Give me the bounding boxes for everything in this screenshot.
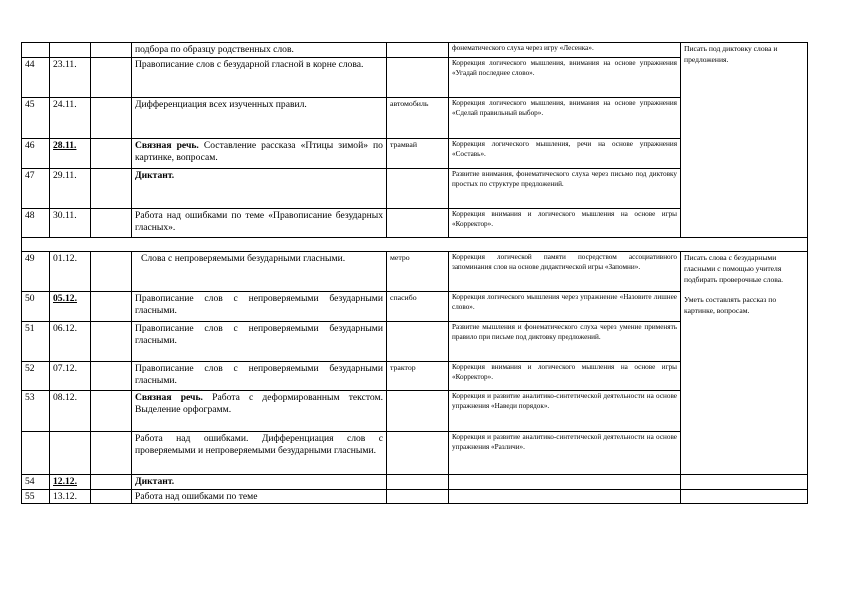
- lesson-date: [50, 43, 91, 58]
- section-divider: [22, 238, 808, 252]
- lesson-plan-table: [21, 42, 808, 504]
- correction-work: Коррекция логической памяти посредством ассоциативного запоминания слов на основе дидактической игры «Запомни».: [449, 252, 681, 292]
- topic-bold-label: Связная речь.: [135, 140, 199, 151]
- table-row: [22, 475, 808, 490]
- lesson-topic: Работа над ошибками по теме «Правописание безударных гласных».: [132, 209, 387, 238]
- topic-bold-label: Диктант.: [135, 476, 175, 487]
- lesson-topic: Правописание слов с непроверяемыми безударными гласными.: [132, 362, 387, 391]
- table-row: [22, 489, 808, 504]
- empty-cell: [681, 475, 808, 490]
- vocabulary-word: [387, 209, 449, 238]
- correction-work: Коррекция внимания и логического мышления на основе игры «Корректор».: [449, 362, 681, 391]
- correction-work: Коррекция логического мышления, внимания на основе упражнения «Сделай правильный выбор».: [449, 98, 681, 139]
- correction-work: Коррекция внимания и логического мышления на основе игры «Корректор».: [449, 209, 681, 238]
- lesson-date: 29.11.: [50, 169, 91, 209]
- lesson-topic: Работа над ошибками. Дифференциация слов с проверяемыми и непроверяемыми безударными гласными.: [132, 432, 387, 475]
- lesson-number: 54: [22, 475, 50, 490]
- vocabulary-word: метро: [387, 252, 449, 292]
- section-gap: [22, 238, 808, 252]
- lesson-date: 06.12.: [50, 322, 91, 362]
- empty-cell: [91, 391, 132, 432]
- lesson-number: 50: [22, 292, 50, 322]
- lesson-number: [22, 43, 50, 58]
- lesson-date: [50, 432, 91, 475]
- empty-cell: [91, 489, 132, 504]
- lesson-topic: Правописание слов с непроверяемыми безударными гласными.: [132, 292, 387, 322]
- empty-cell: [91, 98, 132, 139]
- empty-cell: [91, 139, 132, 169]
- lesson-number: 53: [22, 391, 50, 432]
- lesson-topic: [132, 391, 387, 432]
- result-text-1: Писать слова с безударными гласными с помощью учителя подбирать проверочные слова.: [684, 253, 784, 284]
- correction-work: [449, 489, 681, 504]
- lesson-topic: Правописание слов с непроверяемыми безударными гласными.: [132, 322, 387, 362]
- lesson-number: [22, 432, 50, 475]
- lesson-date: 05.12.: [50, 292, 91, 322]
- lesson-number: 51: [22, 322, 50, 362]
- empty-cell: [91, 209, 132, 238]
- expected-result: Писать под диктовку слова и предложения.: [681, 43, 808, 238]
- correction-work: Развитие мышления и фонематического слуха через умение применять правило при письме под диктовку предложений.: [449, 322, 681, 362]
- lesson-date: 01.12.: [50, 252, 91, 292]
- result-text-2: Уметь составлять рассказ по картинке, вопросам.: [684, 295, 777, 316]
- empty-cell: [91, 292, 132, 322]
- topic-text: Составление рассказа «Птицы зимой» по картинке, вопросам.: [135, 140, 383, 163]
- expected-result: [681, 252, 808, 475]
- correction-work: Развитие внимания, фонематического слуха через письмо под диктовку простых по структуре предложений.: [449, 169, 681, 209]
- lesson-number: 46: [22, 139, 50, 169]
- topic-bold-label: Связная речь.: [135, 392, 203, 403]
- lesson-number: 45: [22, 98, 50, 139]
- lesson-number: 55: [22, 489, 50, 504]
- empty-cell: [91, 43, 132, 58]
- topic-bold-label: Диктант.: [135, 170, 175, 181]
- lesson-date: 30.11.: [50, 209, 91, 238]
- vocabulary-word: трамвай: [387, 139, 449, 169]
- correction-work: Коррекция логического мышления, внимания на основе упражнения «Угадай последнее слово».: [449, 58, 681, 98]
- vocabulary-word: [387, 432, 449, 475]
- lesson-date: 13.12.: [50, 489, 91, 504]
- lesson-topic: Работа над ошибками по теме: [132, 489, 387, 504]
- lesson-topic: подбора по образцу родственных слов.: [132, 43, 387, 58]
- empty-cell: [91, 322, 132, 362]
- empty-cell: [91, 475, 132, 490]
- vocabulary-word: [387, 58, 449, 98]
- lesson-topic: Слова с непроверяемыми безударными гласными.: [132, 252, 387, 292]
- lesson-number: 52: [22, 362, 50, 391]
- empty-cell: [681, 489, 808, 504]
- vocabulary-word: [387, 391, 449, 432]
- vocabulary-word: [387, 475, 449, 490]
- correction-work: Коррекция и развитие аналитико-синтетической деятельности на основе упражнения «Различи».: [449, 432, 681, 475]
- vocabulary-word: [387, 43, 449, 58]
- empty-cell: [91, 432, 132, 475]
- vocabulary-word: автомобиль: [387, 98, 449, 139]
- correction-work: Коррекция логического мышления, речи на основе упражнения «Составь».: [449, 139, 681, 169]
- table-row: [22, 252, 808, 292]
- vocabulary-word: спасибо: [387, 292, 449, 322]
- lesson-date: 08.12.: [50, 391, 91, 432]
- lesson-date: 23.11.: [50, 58, 91, 98]
- lesson-date: 07.12.: [50, 362, 91, 391]
- empty-cell: [91, 169, 132, 209]
- lesson-topic: Правописание слов с безударной гласной в корне слова.: [132, 58, 387, 98]
- lesson-number: 48: [22, 209, 50, 238]
- lesson-number: 49: [22, 252, 50, 292]
- vocabulary-word: [387, 322, 449, 362]
- lesson-date: 28.11.: [50, 139, 91, 169]
- empty-cell: [91, 58, 132, 98]
- lesson-topic: Дифференциация всех изученных правил.: [132, 98, 387, 139]
- lesson-topic: [132, 475, 387, 490]
- vocabulary-word: трактор: [387, 362, 449, 391]
- lesson-number: 44: [22, 58, 50, 98]
- topic-text: Работа с деформированным текстом. Выделение орфограмм.: [135, 392, 384, 415]
- vocabulary-word: [387, 489, 449, 504]
- lesson-number: 47: [22, 169, 50, 209]
- correction-work: Коррекция логического мышления через упражнение «Назовите лишнее слово».: [449, 292, 681, 322]
- lesson-topic: [132, 139, 387, 169]
- empty-cell: [91, 362, 132, 391]
- correction-work: Коррекция и развитие аналитико-синтетической деятельности на основе упражнения «Наведи порядок».: [449, 391, 681, 432]
- lesson-date: 24.11.: [50, 98, 91, 139]
- correction-work: фонематического слуха через игру «Лесенка».: [449, 43, 681, 58]
- lesson-date: 12.12.: [50, 475, 91, 490]
- vocabulary-word: [387, 169, 449, 209]
- table-row: [22, 43, 808, 58]
- lesson-topic: [132, 169, 387, 209]
- empty-cell: [91, 252, 132, 292]
- correction-work: [449, 475, 681, 490]
